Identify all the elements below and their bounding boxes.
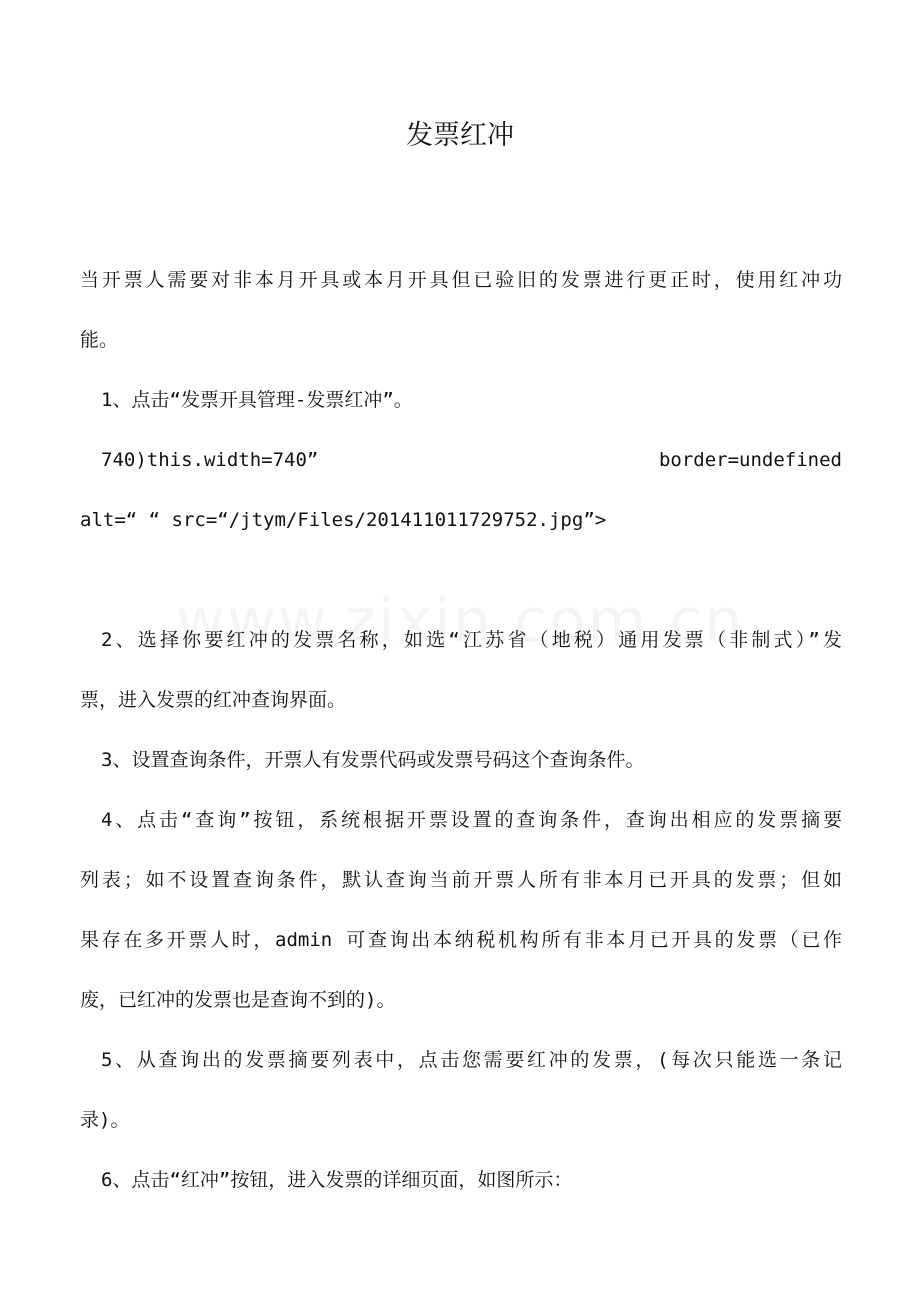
intro-line-2: 能。 — [80, 329, 119, 351]
step-1: 1、点击“发票开具管理-发票红冲”。 — [101, 389, 413, 411]
step-2-line-1: 2、选择你要红冲的发票名称，如选“江苏省（地税）通用发票（非制式）”发 — [101, 629, 842, 651]
step-4-line-3: 果存在多开票人时，admin 可查询出本纳税机构所有非本月已开具的发票（已作 — [80, 929, 842, 951]
image-placeholder-left: 740)this.width=740” — [101, 449, 319, 471]
step-2-line-2: 票，进入发票的红冲查询界面。 — [80, 689, 347, 711]
step-4-line-1: 4、点击“查询”按钮，系统根据开票设置的查询条件，查询出相应的发票摘要 — [101, 809, 842, 831]
step-6: 6、点击“红冲”按钮，进入发票的详细页面，如图所示： — [101, 1169, 573, 1191]
document-body — [80, 250, 842, 1210]
step-3: 3、设置查询条件，开票人有发票代码或发票号码这个查询条件。 — [101, 749, 645, 771]
image-placeholder-line-2: alt=“ “ src=“/jtym/Files/201411011729752.jpg”> — [80, 509, 607, 531]
step-5-line-1: 5、从查询出的发票摘要列表中，点击您需要红冲的发票，(每次只能选一条记 — [101, 1049, 842, 1071]
step-5-line-2: 录)。 — [80, 1109, 130, 1131]
page-title: 发票红冲 — [406, 120, 514, 151]
image-placeholder-line-1 — [80, 430, 842, 490]
intro-line-1: 当开票人需要对非本月开具或本月开具但已验旧的发票进行更正时，使用红冲功 — [80, 269, 842, 291]
step-4-line-4: 废，已红冲的发票也是查询不到的)。 — [80, 989, 396, 1011]
image-gap — [80, 550, 842, 610]
step-4-line-2: 列表；如不设置查询条件，默认查询当前开票人所有非本月已开具的发票；但如 — [80, 869, 842, 891]
image-placeholder-right: border=undefined — [658, 449, 842, 471]
